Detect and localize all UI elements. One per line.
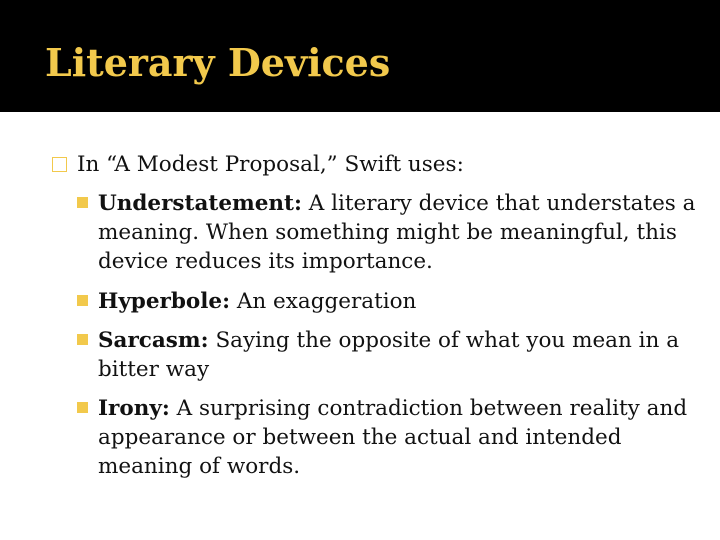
square-bullet-icon (77, 197, 88, 208)
intro-line (52, 150, 464, 180)
slide-title: Literary Devices (45, 40, 391, 85)
bullet-definition: A surprising contradiction between reality and appearance or between the actual and intended meaning of words. (98, 396, 688, 479)
bullet-term: Hyperbole: (98, 289, 231, 314)
square-bullet-icon (77, 402, 88, 413)
bullet-term: Understatement: (98, 191, 302, 216)
bullet-item-understatement (98, 189, 708, 276)
bullet-definition: Saying the opposite of what you mean in a bitter way (98, 328, 680, 382)
square-bullet-icon (77, 334, 88, 345)
hollow-square-bullet-icon (52, 157, 67, 172)
bullet-item-hyperbole (98, 287, 708, 316)
bullet-item-sarcasm (98, 326, 708, 384)
bullet-definition: An exaggeration (230, 289, 417, 314)
bullet-term: Irony: (98, 396, 170, 421)
bullet-definition: A literary device that understates a meaning. When something might be meaningful, this device reduces its importance. (98, 191, 696, 274)
bullet-term: Sarcasm: (98, 328, 209, 353)
bullet-item-irony (98, 394, 708, 481)
square-bullet-icon (77, 295, 88, 306)
intro-text: In “A Modest Proposal,” Swift uses: (77, 152, 464, 177)
